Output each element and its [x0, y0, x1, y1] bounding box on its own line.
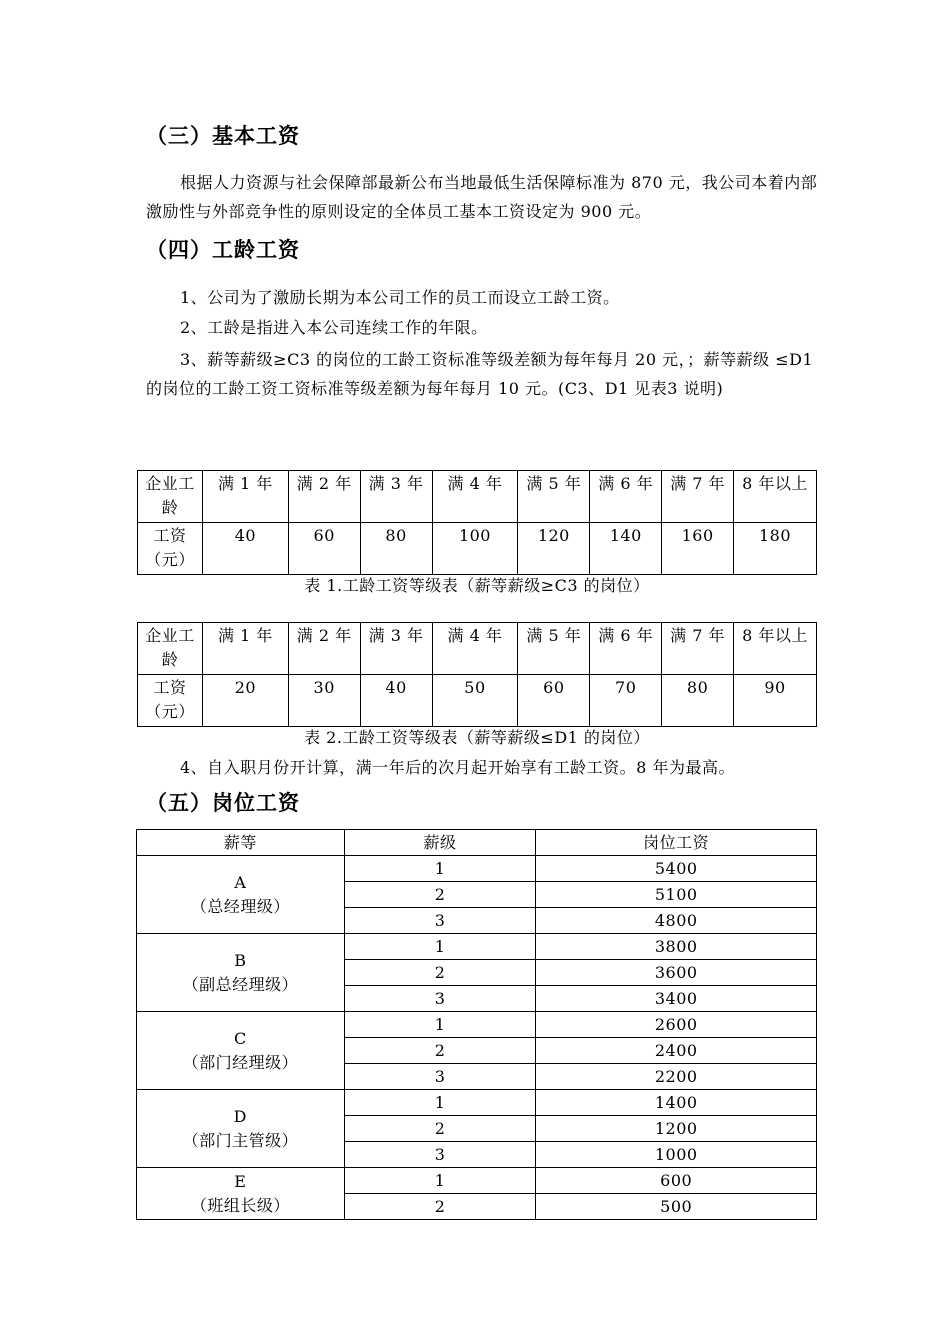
- grade-name: （部门经理级）: [182, 1052, 299, 1072]
- table-cell: 1200: [536, 1116, 817, 1142]
- grade-cell: [137, 856, 345, 934]
- table-cell: 2: [344, 1194, 536, 1220]
- table-cell: 1: [344, 1012, 536, 1038]
- table-cell: 60: [518, 675, 590, 727]
- table-cell: 2: [344, 1116, 536, 1142]
- table-cell: 80: [360, 523, 432, 575]
- table-cell: 企业工龄: [138, 471, 203, 523]
- table-cell: 满 4 年: [432, 471, 518, 523]
- seniority-table-2: [137, 622, 817, 727]
- table-cell: 120: [518, 523, 590, 575]
- table-cell: 3: [344, 908, 536, 934]
- table-row: [137, 1168, 817, 1194]
- table-cell: 2600: [536, 1012, 817, 1038]
- table-row: [137, 856, 817, 882]
- grade-code: B: [234, 950, 247, 970]
- grade-name: （副总经理级）: [182, 974, 299, 994]
- section-5-heading: （五）岗位工资: [146, 791, 300, 815]
- grade-code: C: [233, 1028, 247, 1048]
- table-cell: 3400: [536, 986, 817, 1012]
- table-cell: 160: [662, 523, 734, 575]
- grade-name: （班组长级）: [190, 1195, 290, 1215]
- seniority-table-1: [137, 470, 817, 575]
- table-cell: 60: [288, 523, 360, 575]
- table-cell: 满 7 年: [662, 471, 734, 523]
- table-cell: 50: [432, 675, 518, 727]
- table-row: [137, 1012, 817, 1038]
- table-cell: 1: [344, 856, 536, 882]
- grade-cell: [137, 1090, 345, 1168]
- table-cell: 500: [536, 1194, 817, 1220]
- table-cell: 3: [344, 1142, 536, 1168]
- table-row: [138, 523, 817, 575]
- table-cell: 8 年以上: [734, 471, 817, 523]
- table-2-caption: 表 2.工龄工资等级表（薪等薪级≤D1 的岗位）: [304, 728, 650, 747]
- table-header-row: [137, 830, 817, 856]
- header-cell: 薪级: [344, 830, 536, 856]
- table-cell: 4800: [536, 908, 817, 934]
- table-cell: 1: [344, 1090, 536, 1116]
- table-cell: 企业工龄: [138, 623, 203, 675]
- table-cell: 70: [590, 675, 662, 727]
- table-cell: 140: [590, 523, 662, 575]
- table-cell: 满 2 年: [288, 623, 360, 675]
- table-cell: 1000: [536, 1142, 817, 1168]
- section-4-item-2: 2、工龄是指进入本公司连续工作的年限。: [180, 318, 488, 337]
- table-cell: 2: [344, 1038, 536, 1064]
- table-row: [137, 1090, 817, 1116]
- table-cell: 2400: [536, 1038, 817, 1064]
- section-4-item-1: 1、公司为了激励长期为本公司工作的员工而设立工龄工资。: [180, 288, 620, 307]
- table-cell: 满 1 年: [202, 471, 288, 523]
- table-cell: 满 4 年: [432, 623, 518, 675]
- table-row: [138, 471, 817, 523]
- position-salary-table: [136, 829, 817, 1220]
- table-cell: 满 6 年: [590, 623, 662, 675]
- section-4-item-3: 3、薪等薪级≥C3 的岗位的工龄工资标准等级差额为每年每月 20 元，；薪等薪级 ≤D1 的岗位的工龄工资工资标准等级差额为每年每月 10 元。(C3、D1 见表3 说明): [146, 350, 814, 398]
- table-cell: 满 5 年: [518, 471, 590, 523]
- table-cell: 3600: [536, 960, 817, 986]
- table-cell: 40: [202, 523, 288, 575]
- grade-code: D: [233, 1106, 247, 1126]
- table-cell: 满 3 年: [360, 471, 432, 523]
- table-cell: 40: [360, 675, 432, 727]
- table-cell: 满 6 年: [590, 471, 662, 523]
- table-cell: 1: [344, 1168, 536, 1194]
- table-cell: 90: [734, 675, 817, 727]
- grade-code: A: [234, 872, 247, 892]
- table-cell: 满 1 年: [202, 623, 288, 675]
- table-row: [138, 623, 817, 675]
- table-cell: 工资（元）: [138, 523, 203, 575]
- section-3-heading: （三）基本工资: [146, 124, 300, 148]
- table-cell: 1: [344, 934, 536, 960]
- table-cell: 1400: [536, 1090, 817, 1116]
- grade-name: （部门主管级）: [182, 1130, 299, 1150]
- table-cell: 2: [344, 960, 536, 986]
- table-cell: 100: [432, 523, 518, 575]
- header-cell: 岗位工资: [536, 830, 817, 856]
- grade-cell: [137, 1168, 345, 1220]
- table-cell: 5100: [536, 882, 817, 908]
- header-cell: 薪等: [137, 830, 345, 856]
- table-cell: 20: [202, 675, 288, 727]
- table-cell: 30: [288, 675, 360, 727]
- table-cell: 满 3 年: [360, 623, 432, 675]
- table-cell: 工资（元）: [138, 675, 203, 727]
- table-cell: 满 2 年: [288, 471, 360, 523]
- table-cell: 80: [662, 675, 734, 727]
- table-cell: 600: [536, 1168, 817, 1194]
- table-cell: 2: [344, 882, 536, 908]
- table-cell: 3800: [536, 934, 817, 960]
- grade-cell: [137, 1012, 345, 1090]
- table-cell: 3: [344, 986, 536, 1012]
- section-4-item-4: 4、自入职月份开计算，满一年后的次月起开始享有工龄工资。8 年为最高。: [180, 758, 735, 777]
- table-row: [138, 675, 817, 727]
- table-cell: 2200: [536, 1064, 817, 1090]
- table-1-caption: 表 1.工龄工资等级表（薪等薪级≥C3 的岗位）: [304, 576, 650, 595]
- table-row: [137, 934, 817, 960]
- grade-cell: [137, 934, 345, 1012]
- grade-code: E: [234, 1171, 247, 1191]
- table-cell: 3: [344, 1064, 536, 1090]
- table-cell: 5400: [536, 856, 817, 882]
- table-cell: 满 7 年: [662, 623, 734, 675]
- table-cell: 8 年以上: [734, 623, 817, 675]
- table-cell: 180: [734, 523, 817, 575]
- section-4-heading: （四）工龄工资: [146, 238, 300, 262]
- grade-name: （总经理级）: [190, 896, 290, 916]
- section-3-paragraph: 根据人力资源与社会保障部最新公布当地最低生活保障标准为 870 元，我公司本着内部激励性与外部竞争性的原则设定的全体员工基本工资设定为 900 元。: [146, 173, 818, 221]
- table-cell: 满 5 年: [518, 623, 590, 675]
